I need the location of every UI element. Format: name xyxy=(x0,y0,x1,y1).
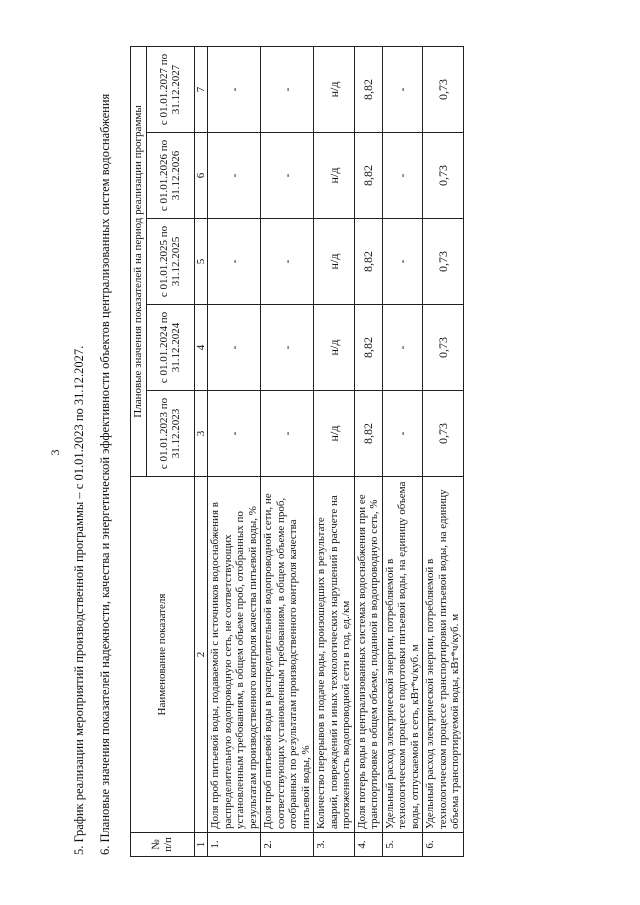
header-planned-values: Плановые значения показателей на период реализации программы xyxy=(131,46,147,476)
indicator-value: 0,73 xyxy=(423,46,464,132)
indicator-value: н/д xyxy=(314,305,355,391)
column-index: 3 xyxy=(194,391,208,477)
indicator-name: Доля потерь воды в централизованных системах водоснабжения при ее транспортировке в общем объеме, поданной в водопроводную сеть, % xyxy=(354,477,382,833)
indicator-value: - xyxy=(382,133,423,219)
indicator-name: Доля проб питьевой воды в распределительной водопроводной сети, не соответствующих установленным требованиям, в общем объеме проб, отобранных по результатам производственного контроля качества питьевой воды, % xyxy=(261,477,314,833)
row-number: 6. xyxy=(423,833,464,857)
indicator-value: - xyxy=(382,391,423,477)
column-index: 2 xyxy=(194,477,208,833)
column-index: 7 xyxy=(194,46,208,132)
header-period: с 01.01.2023 по 31.12.2023 xyxy=(146,391,194,477)
indicator-value: - xyxy=(208,305,261,391)
indicator-value: - xyxy=(261,133,314,219)
indicator-value: - xyxy=(208,391,261,477)
indicator-value: - xyxy=(261,305,314,391)
section-6-heading: 6. Плановые значения показателей надежности, качества и энергетической эффективности объектов централизованных систем водоснабжения xyxy=(98,93,112,855)
indicator-value: 0,73 xyxy=(423,219,464,305)
indicator-value: - xyxy=(208,219,261,305)
header-indicator-name: Наименование показателя xyxy=(131,477,195,833)
table-row xyxy=(261,46,314,856)
header-period: с 01.01.2027 по 31.12.2027 xyxy=(146,46,194,132)
table-row xyxy=(423,46,464,856)
indicator-value: - xyxy=(261,219,314,305)
page-number: 3 xyxy=(48,449,62,456)
indicator-value: 0,73 xyxy=(423,305,464,391)
table-row xyxy=(208,46,261,856)
indicator-value: - xyxy=(382,46,423,132)
indicator-value: - xyxy=(382,305,423,391)
row-number: 3. xyxy=(314,833,355,857)
indicator-name: Удельный расход электрической энергии, потребляемой в технологическом процессе транспортировки питьевой воды, на единицу объема транспортируемой воды, кВт*ч/куб. м xyxy=(423,477,464,833)
column-index: 1 xyxy=(194,833,208,857)
indicator-value: - xyxy=(261,46,314,132)
section-5-heading: 5. График реализации мероприятий производственной программы – с 01.01.2023 по 31.12.2027. xyxy=(72,345,86,855)
indicator-value: - xyxy=(208,46,261,132)
table-row xyxy=(382,46,423,856)
indicator-value: 8,82 xyxy=(354,133,382,219)
row-number: 2. xyxy=(261,833,314,857)
header-num: № п/п xyxy=(131,833,195,857)
indicator-name: Удельный расход электрической энергии, потребляемой в технологическом процессе подготовки питьевой воды, на единицу объема воды, отпускаемой в сеть, кВт*ч/куб. м xyxy=(382,477,423,833)
indicator-value: н/д xyxy=(314,46,355,132)
indicator-value: н/д xyxy=(314,391,355,477)
indicator-value: н/д xyxy=(314,219,355,305)
column-index: 5 xyxy=(194,219,208,305)
header-period: с 01.01.2024 по 31.12.2024 xyxy=(146,305,194,391)
row-number: 1. xyxy=(208,833,261,857)
indicator-value: 8,82 xyxy=(354,46,382,132)
row-number: 5. xyxy=(382,833,423,857)
header-period: с 01.01.2026 по 31.12.2026 xyxy=(146,133,194,219)
row-number: 4. xyxy=(354,833,382,857)
indicator-value: - xyxy=(382,219,423,305)
indicator-name: Доля проб питьевой воды, подаваемой с источников водоснабжения в распределительную водопроводную сеть, не соответствующих установленным требованиям, в общем объеме проб, отобранных по результатам производственного контроля качества питьевой воды, % xyxy=(208,477,261,833)
indicator-value: 0,73 xyxy=(423,133,464,219)
indicator-value: н/д xyxy=(314,133,355,219)
indicator-value: 8,82 xyxy=(354,219,382,305)
column-index: 6 xyxy=(194,133,208,219)
rotated-document-page xyxy=(0,30,640,875)
indicator-value: 8,82 xyxy=(354,305,382,391)
header-period: с 01.01.2025 по 31.12.2025 xyxy=(146,219,194,305)
indicator-value: - xyxy=(261,391,314,477)
indicator-value: 8,82 xyxy=(354,391,382,477)
column-index: 4 xyxy=(194,305,208,391)
indicators-table xyxy=(130,46,464,857)
table-row xyxy=(314,46,355,856)
table-row xyxy=(354,46,382,856)
indicator-value: 0,73 xyxy=(423,391,464,477)
indicator-name: Количество перерывов в подаче воды, произошедших в результате аварий, повреждений и иных технологических нарушений в расчете на протяженность водопроводной сети в год, ед./км xyxy=(314,477,355,833)
indicator-value: - xyxy=(208,133,261,219)
